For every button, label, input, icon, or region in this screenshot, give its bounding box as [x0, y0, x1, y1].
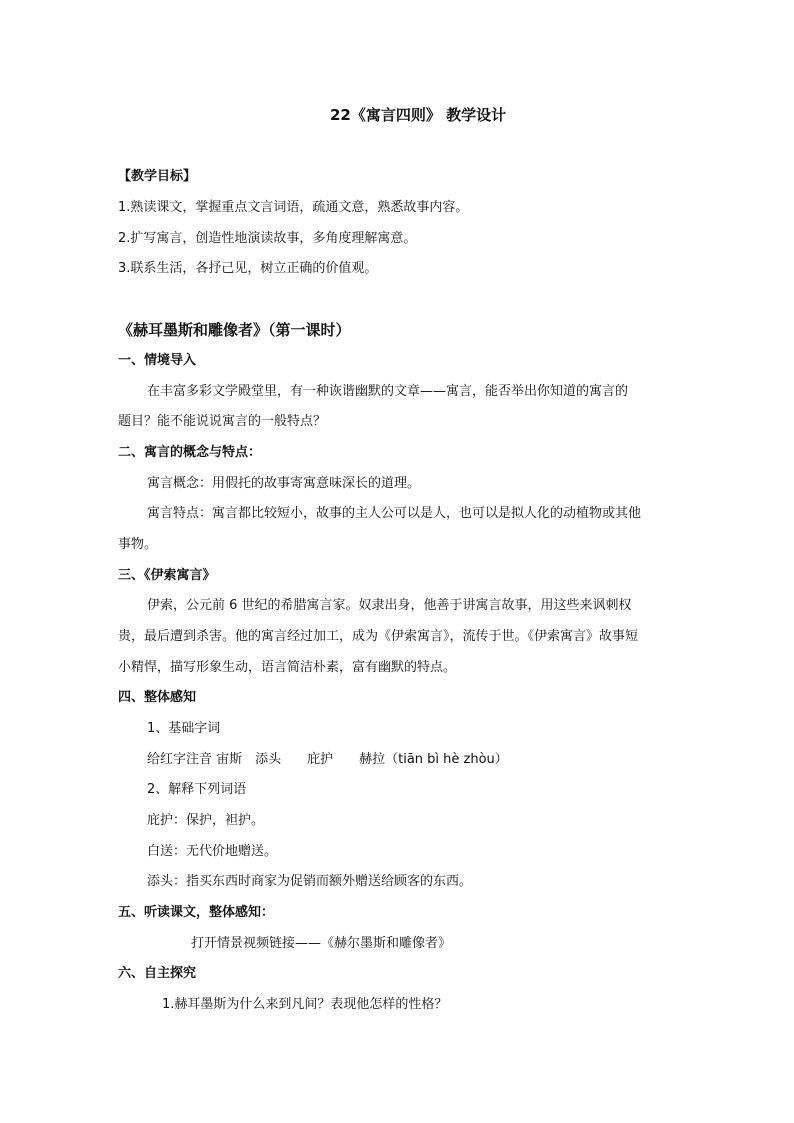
goal-item: 1.熟读课文，掌握重点文言词语，疏通文意，熟悉故事内容。	[118, 200, 469, 215]
goals-heading: 【教学目标】	[118, 169, 197, 184]
paragraph-line: 题目？能不能说说寓言的一般特点？	[118, 414, 327, 429]
paragraph-line: 贵，最后遭到杀害。他的寓言经过加工，成为《伊索寓言》，流传于世。《伊索寓言》故事短	[118, 629, 639, 644]
paragraph-line: 寓言概念：用假托的故事寄寓意味深长的道理。	[147, 476, 421, 491]
section-heading: 二、寓言的概念与特点：	[118, 445, 262, 460]
paragraph-line: 在丰富多彩文学殿堂里，有一种诙谐幽默的文章——寓言，能否举出你知道的寓言的	[147, 384, 629, 399]
section-heading: 一、情境导入	[118, 353, 197, 368]
goal-item: 2.扩写寓言，创造性地演读故事，多角度理解寓意。	[118, 231, 417, 246]
section-heading: 三、《伊索寓言》	[118, 568, 216, 583]
question-line: 1.赫耳墨斯为什么来到凡间？表现他怎样的性格？	[162, 997, 448, 1012]
section-heading: 六、自主探究	[118, 966, 197, 981]
paragraph-line: 寓言特点：寓言都比较短小，故事的主人公可以是人，也可以是拟人化的动植物或其他	[147, 506, 642, 521]
paragraph-line: 事物。	[118, 537, 158, 552]
definition-line: 添头：指买东西时商家为促销而额外赠送给顾客的东西。	[147, 874, 473, 889]
paragraph-line: 伊索，公元前 6 世纪的希腊寓言家。奴隶出身，他善于讲寓言故事，用这些来讽刺权	[147, 598, 632, 613]
section-heading: 五、听读课文，整体感知：	[118, 905, 275, 920]
definition-line: 庇护：保护，袒护。	[147, 813, 265, 828]
list-item: 2、解释下列词语	[147, 782, 247, 797]
definition-line: 白送：无代价地赠送。	[147, 844, 278, 859]
video-link-text: 打开情景视频链接——《赫尔墨斯和雕像者》	[191, 936, 452, 951]
lesson-title: 《赫耳墨斯和雕像者》（第一课时）	[118, 321, 351, 339]
paragraph-line: 给红字注音 宙斯 添头 庇护 赫拉（tiān bì hè zhòu）	[147, 752, 508, 767]
list-item: 1、基础字词	[147, 721, 221, 736]
section-heading: 四、整体感知	[118, 690, 197, 705]
paragraph-line: 小精悍，描写形象生动，语言简洁朴素，富有幽默的特点。	[118, 660, 457, 675]
goal-item: 3.联系生活，各抒己见，树立正确的价值观。	[118, 261, 378, 276]
doc-title: 22《寓言四则》 教学设计	[330, 106, 507, 124]
